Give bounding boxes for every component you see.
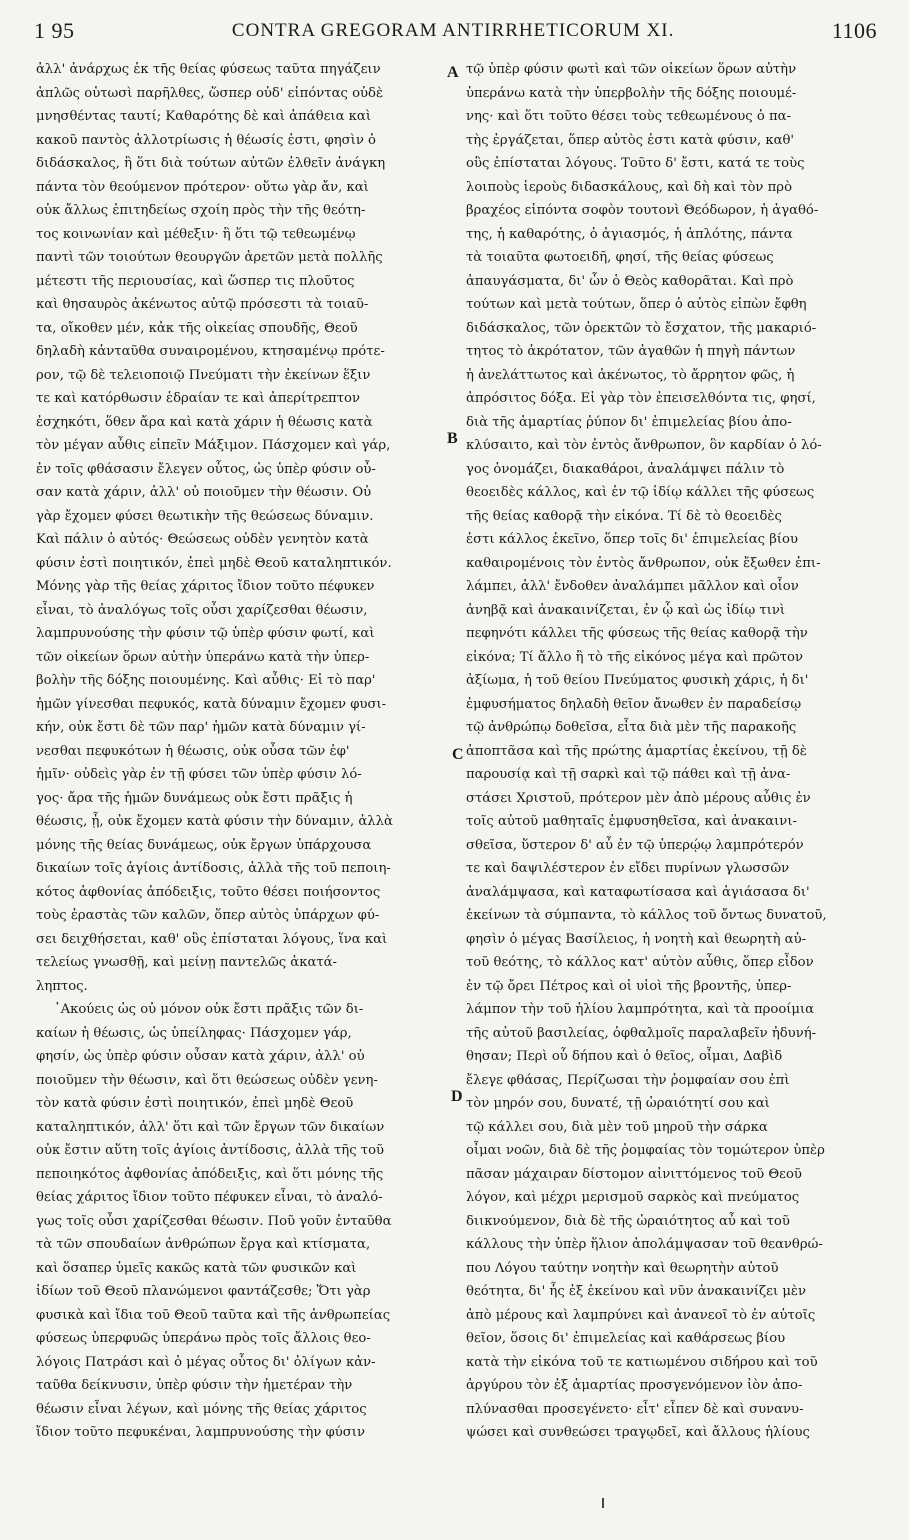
text-line: θείας χάριτος ἴδιον τοῦτο πέφυκεν εἶναι, τὸ ἀναλό- [36, 1190, 383, 1205]
text-line: ρον, τῷ δὲ τελειοποιῷ Πνεύματι τὴν ἐκείνων ἕξιν [36, 367, 371, 383]
text-line: θέωσιν εἶναι λέγων, καὶ μόνης τῆς θείας χάριτος [36, 1401, 367, 1417]
text-line: φύσεως ὑπερφυῶς ὑπεράνω πρὸς τοῖς ἄλλοις θεο- [36, 1331, 371, 1346]
text-line: κακοῦ παντὸς ἀλλοτρίωσις ἡ θέωσίς ἐστι, φησὶν ὁ [36, 132, 376, 148]
text-line: ἴδιον τοῦτο πεφυκέναι, λαμπρυνούσης τὴν φύσιν [36, 1425, 365, 1440]
text-line: λάμπει, ἀλλ' ἔνδοθεν ἀναλάμπει μᾶλλον καὶ οἷον [466, 579, 799, 594]
text-line: τε καὶ δαψιλέστερον ἐν εἴδει πυρίνων γλωσσῶν [466, 861, 790, 876]
text-line: παρουσίᾳ καὶ τῇ σαρκὶ καὶ τῷ πάθει καὶ τῇ ἀνα- [466, 767, 791, 782]
text-line: πεφηνότι κάλλει τῆς φύσεως τῆς θείας καθορᾷ τὴν [466, 626, 808, 641]
text-line: διδάσκαλος, τῶν ὀρεκτῶν τὸ ἔσχατον, τῆς μακαριό- [466, 320, 817, 336]
text-line: λόγον, καὶ μέχρι μερισμοῦ σαρκὸς καὶ πνεύματος [466, 1190, 800, 1205]
text-line: γως τοῖς οὖσι χαρίζεσθαι θέωσιν. Ποῦ γοῦν ἐνταῦθα [36, 1213, 392, 1229]
text-line: λάμπον τὴν τοῦ ἡλίου λαμπρότητα, καὶ τὰ προοίμια [466, 1002, 815, 1017]
text-line: καταληπτικόν, ἀλλ' ὅτι καὶ τῶν ἔργων τῶν δικαίων [36, 1119, 385, 1135]
text-line: τῷ ὑπὲρ φύσιν φωτὶ καὶ τῶν οἰκείων ὅρων αὐτὴν [466, 62, 797, 77]
text-line: ἀπαυγάσματα, δι' ὧν ὁ Θεὸς καθορᾶται. Καὶ πρὸ [466, 273, 794, 289]
text-line: μόνης τῆς θείας δυνάμεως, οὐκ ἔργων ὑπάρχουσα [36, 837, 372, 853]
text-line: τὴς ἐργάζεται, ὅπερ αὐτὸς ἐστι κατὰ φύσιν, καθ' [466, 132, 795, 148]
text-line: τὸν μέγαν αὖθις εἰπεῖν Μάξιμον. Πάσχομεν καὶ γάρ, [36, 438, 391, 453]
text-line: μέτεστι τῆς περιουσίας, καὶ ὥσπερ τις πλοῦτος [36, 273, 355, 289]
text-line: θησαν; Περὶ οὗ δήπου καὶ ὁ θεῖος, οἶμαι, Δαβὶδ [466, 1049, 783, 1064]
text-line: ληπτος. [36, 978, 88, 994]
text-line: καθαιρομένοις τὸν ἐντὸς ἄνθρωπον, οὐκ ἔξωθεν ἐπι- [466, 555, 821, 571]
text-line: που Λόγου ταύτην νοητὴν καὶ θεωρητὴν αὐτοῦ [466, 1260, 779, 1276]
text-line: θέωσις, ᾗ, οὐκ ἔχομεν κατὰ φύσιν τὴν δύναμιν, ἀλλὰ [36, 814, 393, 829]
section-marker-c: C [452, 746, 464, 763]
text-line: πεποιηκότος ἀφθονίας ἀπόδειξις, καὶ ὅτι μόνης τῆς [36, 1166, 384, 1182]
text-line: ἀπὸ μέρους καὶ λαμπρύνει καὶ ἀνανεοῖ τὸ ἐν αὐτοῖς [466, 1307, 816, 1323]
text-line: διικνούμενον, διὰ δὲ τῆς ὡραιότητος αὖ καὶ τοῦ [466, 1213, 790, 1229]
text-line: τελείως γνωσθῇ, καὶ μείνῃ παντελῶς ἀκατά- [36, 955, 338, 970]
text-line: ἀργύρου τὸν ἐξ ἁμαρτίας προσγενόμενον ἰὸν ἀπο- [466, 1378, 803, 1393]
running-title: CONTRA GREGORAM ANTIRRHETICORUM XI. [231, 20, 675, 41]
text-line: τῆς θείας καθορᾷ τὴν εἰκόνα. Τί δὲ τὸ θεοειδὲς [466, 508, 782, 524]
text-line: τοῖς αὐτοῦ μαθηταῖς ἐμφυσηθεῖσα, καὶ ἀνακαινι- [466, 814, 797, 829]
text-line: οὓς ἐπίσταται λόγους. Τοῦτο δ' ἔστι, κατά τε τοὺς [466, 156, 805, 171]
text-line: τῷ κάλλει σου, διὰ μὲν τοῦ μηροῦ τὴν σάρκα [466, 1119, 768, 1135]
section-marker-b: B [447, 430, 458, 447]
text-line: ἡμῶν γίνεσθαι πεφυκός, κατὰ δύναμιν ἔχομεν φυσι- [36, 696, 387, 712]
text-line: θεοειδὲς κάλλος, καὶ ἐν τῷ ἰδίῳ κάλλει τῆς φύσεως [466, 485, 815, 500]
text-line: κάλλους τὴν ὑπὲρ ἥλιον ἀπολάμψασαν τοῦ θεανθρώ- [466, 1237, 823, 1252]
text-line: ἔλεγε φθάσας, Περίζωσαι τὴν ῥομφαίαν σου ἐπὶ [466, 1072, 790, 1088]
text-line: ἁπλῶς οὑτωσὶ παρῆλθες, ὥσπερ οὐδ' εἰπόντας οὐδὲ [36, 85, 384, 101]
text-line: πᾶσαν μάχαιραν δίστομον αἰνιττόμενος τοῦ Θεοῦ [466, 1166, 802, 1182]
text-line: καὶ θησαυρὸς ἀκένωτος αὐτῷ πρόσεστι τὰ τοιαῦ- [36, 297, 369, 312]
text-line: ἰδίων τοῦ Θεοῦ πλανώμενοι φαντάζεσθε; Ὅτι γὰρ [36, 1284, 371, 1299]
text-line: οὐκ ἄλλως ἐπιτηδείως σχοίη πρὸς τὴν τῆς θεότη- [36, 203, 366, 218]
text-line: νης· καὶ ὅτι τοῦτο θέσει τοὺς τεθεωμένους ὁ πα- [466, 109, 792, 124]
text-line: ἐν τῷ ὄρει Πέτρος καὶ οἱ υἱοὶ τῆς βροντῆς, ὑπερ- [466, 978, 792, 994]
text-line: λόγοις Πατράσι καὶ ὁ μέγας οὗτος δι' ὀλίγων κἀν- [36, 1354, 376, 1370]
text-line: σθεῖσα, ὕστερον δ' αὖ ἐν τῷ ὑπερῴῳ λαμπρότερόν [466, 837, 804, 853]
text-line: μνησθέντας ταυτί; Καθαρότης δὲ καὶ ἀπάθεια καὶ [36, 109, 371, 124]
text-line: φύσιν ἐστὶ ποιητικόν, ἐπεὶ μηδὲ Θεοῦ καταληπτικόν. [36, 555, 392, 571]
text-line: καὶ ὅσαπερ ὑμεῖς κακῶς κατὰ τῶν φυσικῶν καὶ [36, 1260, 357, 1276]
text-line: ταῦθα δείκνυσιν, ὑπὲρ φύσιν τὴν ἡμετέραν τὴν [36, 1378, 353, 1393]
text-line: τὸν μηρόν σου, δυνατέ, τῇ ὡραιότητί σου καὶ [466, 1096, 770, 1111]
text-line: τούτων καὶ μετὰ τούτων, ὅπερ ὁ αὐτὸς εἰπὼν ἔφθη [466, 297, 807, 312]
text-line: τα, οἴκοθεν μέν, κἀκ τῆς οἰκείας σπουδῆς, Θεοῦ [36, 320, 358, 336]
text-line: τὰ τοιαῦτα φωτοειδῆ, φησί, τῆς θείας φύσεως [466, 250, 774, 265]
text-line: τῶν οἰκείων ὅρων αὐτὴν ὑπεράνω κατὰ τὴν ὑπερ- [36, 649, 370, 665]
text-line: ἐκείνων τὰ σύμπαντα, τὸ κάλλος τοῦ ὄντως δυνατοῦ, [466, 908, 827, 923]
text-line: ψώσει καὶ συνθεώσει τραγῳδεῖ, καὶ ἄλλους ἡλίους [466, 1425, 810, 1440]
text-line: ἀλλ' ἀνάρχως ἐκ τῆς θείας φύσεως ταῦτα πηγάζειν [36, 62, 381, 77]
section-marker-a: A [447, 64, 459, 81]
text-line: Καὶ πάλιν ὁ αὐτός· Θεώσεως οὐδὲν γενητὸν κατὰ [36, 532, 369, 547]
text-line: πάντα τὸν θεούμενον πρότερον· οὕτω γὰρ ἄν, καὶ [36, 179, 369, 195]
text-line: φησὶν ὁ μέγας Βασίλειος, ἡ νοητὴ καὶ θεωρητὴ αὐ- [466, 931, 807, 947]
text-line: εἰκόνα; Τί ἄλλο ἢ τὸ τῆς εἰκόνος μέγα καὶ πρῶτον [466, 649, 803, 665]
text-line: ἀνηβᾷ καὶ ἀνακαινίζεται, ἐν ᾧ καὶ ὡς ἰδίῳ τινὶ [466, 602, 786, 618]
text-line: θεότητα, δι' ἧς ἐξ ἐκείνου καὶ νῦν ἀνακαινίζει μὲν [466, 1284, 807, 1299]
right-text-column [466, 58, 880, 1518]
text-line: φυσικὰ καὶ ἴδια τοῦ Θεοῦ ταῦτα καὶ τῆς ἀνθρωπείας [36, 1307, 391, 1323]
text-line: οἶμαι νοῶν, διὰ δὲ τῆς ῥομφαίας τὸν τομώτερον ὑπὲρ [466, 1143, 825, 1158]
text-line: σει δειχθήσεται, καθ' οὓς ἐπίσταται λόγους, ἵνα καὶ [36, 931, 388, 947]
text-line: βολὴν τῆς δόξης ποιουμένης. Καὶ αὖθις· Εἰ τὸ παρ' [36, 673, 376, 688]
text-line: διδάσκαλος, ἢ ὅτι διὰ τούτων αὐτῶν ἐλθεῖν ἀνάγκη [36, 156, 386, 171]
text-line: γος ὀνομάζει, διακαθάροι, ἀναλάμψει πάλιν τὸ [466, 461, 785, 477]
text-line: τε καὶ κατόρθωσιν ἑδραίαν τε καὶ ἀπερίτρεπτον [36, 391, 360, 406]
text-line: διὰ τῆς ἁμαρτίας ῥύπον δι' ἐπιμελείας βίου ἀπο- [466, 414, 792, 430]
text-line: τητος τὸ ἀκρότατον, τῶν ἀγαθῶν ἡ πηγὴ πάντων [466, 344, 796, 359]
text-line: βραχέος εἰπόντα σοφὸν τουτονὶ Θεόδωρον, ἡ ἀγαθό- [466, 203, 819, 218]
text-line: παντὶ τῶν τοιούτων θεουργῶν ἀρετῶν μετὰ πολλῆς [36, 250, 383, 265]
text-line: γος· ἄρα τῆς ἡμῶν δυνάμεως οὐκ ἔστι πρᾶξις ἡ [36, 790, 353, 806]
text-line: κλύσαιτο, καὶ τὸν ἐντὸς ἄνθρωπον, ὃν καρδίαν ὁ λό- [466, 438, 822, 453]
text-line: καίων ἡ θέωσις, ὡς ὑπείληφας· Πάσχομεν γάρ, [36, 1025, 352, 1041]
text-line: κατὰ τὴν εἰκόνα τοῦ τε κατιωμένου σιδήρου καὶ τοῦ [466, 1354, 818, 1370]
text-line: ἀναλάμψασα, καὶ καταφωτίσασα καὶ ἁγιάσασα δι' [466, 884, 810, 900]
text-line: ἡ ἀνελάττωτος καὶ ἀκένωτος, τὸ ἄρρητον φῶς, ἡ [466, 367, 795, 383]
text-line: λαμπρυνούσης τὴν φύσιν τῷ ὑπὲρ φύσιν φωτί, καὶ [36, 626, 375, 641]
text-line: θεῖον, ὅσοις δι' ἐπιμελείας καὶ καθάρσεως βίου [466, 1331, 786, 1346]
text-line: τὸν κατὰ φύσιν ἐστὶ ποιητικόν, ἐπεὶ μηδὲ Θεοῦ [36, 1096, 354, 1111]
text-line: ἀποπτᾶσα καὶ τῆς πρώτης ἁμαρτίας ἐκείνου, τῇ δὲ [466, 743, 807, 759]
text-line: ὑπεράνω κατὰ τὴν ὑπερβολὴν τῆς δόξης ποιουμέ- [466, 85, 797, 101]
text-line: ᾽Ακούεις ὡς οὐ μόνον οὐκ ἔστι πρᾶξις τῶν δι- [54, 1002, 364, 1017]
page-number-left: 1 95 [34, 18, 75, 43]
footer-mark [602, 1498, 604, 1508]
text-line: της, ἡ καθαρότης, ὁ ἁγιασμός, ἡ ἁπλότης, πάντα [466, 226, 793, 242]
text-line: τοὺς ἐραστὰς τῶν καλῶν, ὅπερ αὐτὸς ὑπάρχων φύ- [36, 908, 380, 923]
text-line: γὰρ ἔχομεν φύσει θεωτικὴν τῆς θεώσεως δύναμιν. [36, 508, 374, 524]
text-line: δικαίων τοῖς ἁγίοις ἀντίδοσις, ἀλλὰ τῆς τοῦ πεποιη- [36, 861, 391, 876]
text-line: νεσθαι πεφυκότων ἡ θέωσις, οὐκ οὖσα τῶν ἐφ' [36, 743, 350, 759]
text-line: τῆς αὐτοῦ βασιλείας, ὀφθαλμοῖς παραλαβεῖν ἠδυνή- [466, 1025, 817, 1041]
text-line: ἀπρόσιτος δόξα. Εἰ γὰρ τὸν ἐπεισελθόντα τις, φησί, [466, 391, 816, 406]
left-text-column [36, 58, 448, 1518]
text-line: οὐκ ἔστιν αὕτη τοῖς ἁγίοις ἀντίδοσις, ἀλλὰ τῆς τοῦ [36, 1143, 385, 1158]
text-line: ἐμφυσήματος δηλαδὴ θεῖον ἄνωθεν ἐν παραδείσῳ [466, 696, 802, 712]
text-line: κότος ἀφθονίας ἀπόδειξις, τοῦτο θέσει ποιήσοντος [36, 884, 381, 900]
text-line: τοῦ θεότης, τὸ κάλλος κατ' αὐτὸν αὖθις, ὅπερ εἶδον [466, 955, 814, 970]
text-line: ἡμῖν· οὐδεὶς γὰρ ἐν τῇ φύσει τῶν ὑπὲρ φύσιν λό- [36, 767, 362, 782]
page-header [34, 14, 877, 48]
text-line: δηλαδὴ κἀνταῦθα συναιρομένου, κτησαμένῳ πρότε- [36, 344, 385, 359]
text-line: τος κοινωνίαν καὶ μέθεξιν· ἢ ὅτι τῷ τεθεωμένῳ [36, 226, 356, 242]
text-line: τῷ ἀνθρώπῳ δοθεῖσα, εἶτα διὰ μὲν τῆς παρακοῆς [466, 720, 797, 735]
text-line: ποιοῦμεν τὴν θέωσιν, καὶ ὅτι θεώσεως οὐδὲν γενη- [36, 1072, 378, 1088]
text-line: λοιποὺς ἱεροὺς διδασκάλους, καὶ δὴ καὶ τὸν πρὸ [466, 179, 793, 195]
page-number-right: 1106 [831, 18, 877, 43]
text-line: σαν κατὰ χάριν, ἀλλ' οὐ ποιοῦμεν τὴν θέωσιν. Οὐ [36, 485, 372, 500]
text-line: φησίν, ὡς ὑπὲρ φύσιν οὖσαν κατὰ χάριν, ἀλλ' οὐ [36, 1049, 365, 1064]
section-marker-d: D [451, 1088, 463, 1105]
text-line: ἐν τοῖς φθάσασιν ἔλεγεν οὗτος, ὡς ὑπὲρ φύσιν οὖ- [36, 461, 376, 477]
text-line: ἐστι κάλλος ἐκεῖνο, ὅπερ τοῖς δι' ἐπιμελείας βίου [466, 532, 798, 547]
text-line: πλύνασθαι προσεγένετο· εἶτ' εἶπεν δὲ καὶ συνανυ- [466, 1401, 804, 1417]
text-line: ἐσχηκότι, ὅθεν ἄρα καὶ κατὰ χάριν ἡ θέωσις κατὰ [36, 414, 373, 430]
text-line: στάσει Χριστοῦ, πρότερον μὲν ἀπὸ μέρους αὖθις ἐν [466, 790, 811, 806]
text-line: τὰ τῶν σπουδαίων ἀνθρώπων ἔργα καὶ κτίσματα, [36, 1237, 371, 1252]
text-line: κήν, οὐκ ἔστι δὲ τῶν παρ' ἡμῶν κατὰ δύναμιν γί- [36, 720, 366, 735]
text-line: Μόνης γὰρ τῆς θείας χάριτος ἴδιον τοῦτο πέφυκεν [36, 579, 375, 594]
text-line: ἀξίωμα, ἡ τοῦ θείου Πνεύματος φυσικὴ χάρις, ἡ δι' [466, 673, 809, 688]
text-line: εἶναι, τὸ ἀναλόγως τοῖς οὖσι χαρίζεσθαι θέωσιν, [36, 602, 368, 618]
